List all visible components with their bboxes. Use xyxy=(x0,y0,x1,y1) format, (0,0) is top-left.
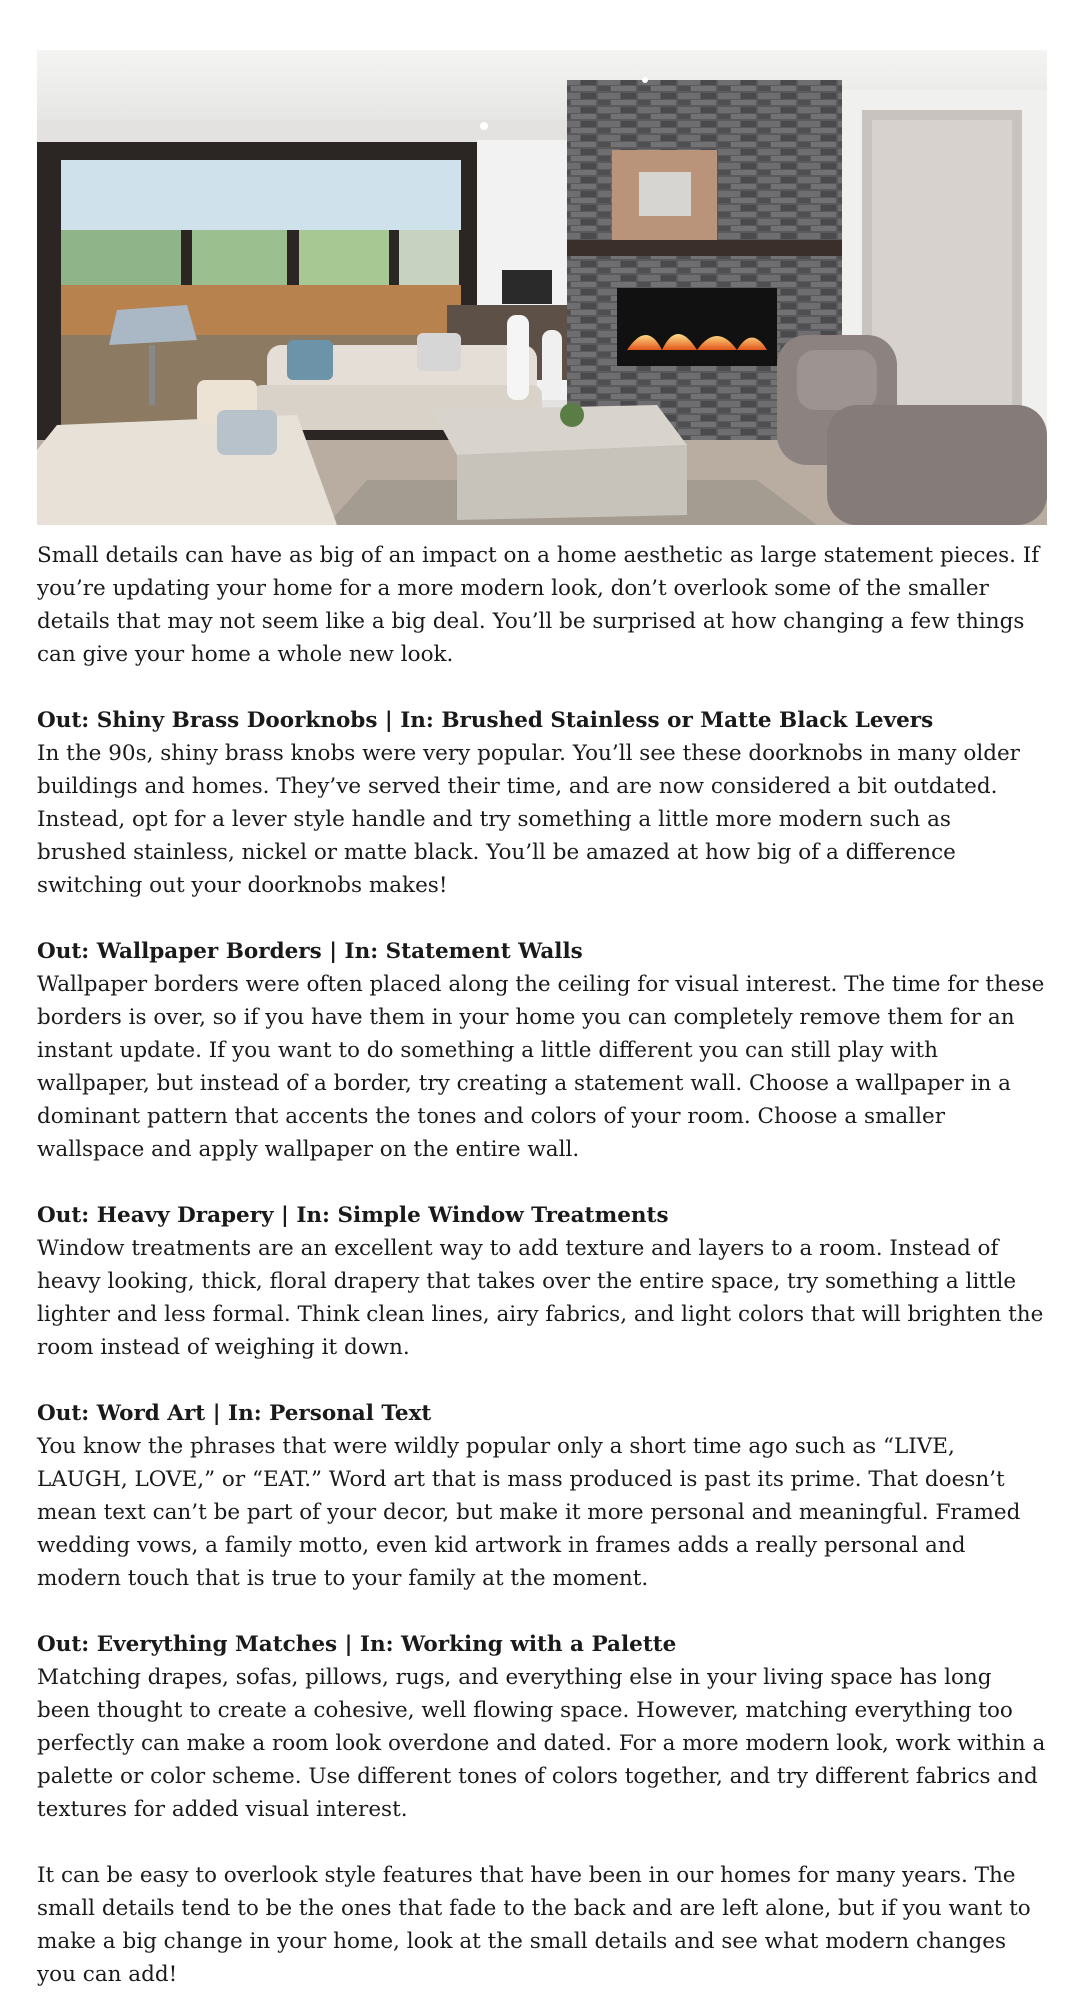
closing-paragraph: It can be easy to overlook style features that have been in our homes for many years. The small details tend to be the ones that fade to the back and are left alone, but if you want to make a big change in your home, look at the small details and see what modern changes you can add! xyxy=(37,1863,1031,1987)
section-body: Wallpaper borders were often placed along the ceiling for visual interest. The time for these borders is over, so if you have them in your home you can completely remove them for an instant update. If you want to do something a little different you can still play with wallpaper, but instead of a border, try creating a statement wall. Choose a wallpaper in a dominant pattern that accents the tones and colors of your room. Choose a smaller wallspace and apply wallpaper on the entire wall. xyxy=(37,972,1045,1162)
section-body: Matching drapes, sofas, pillows, rugs, and everything else in your living space has long been thought to create a cohesive, well flowing space. However, matching everything too perfectly can make a room look overdone and dated. For a more modern look, work within a palette or color scheme. Use different tones of colors together, and try different fabrics and textures for added visual interest. xyxy=(37,1665,1046,1822)
section-body: You know the phrases that were wildly popular only a short time ago such as “LIVE, LAUGH, LOVE,” or “EAT.” Word art that is mass produced is past its prime. That doesn’t mean text can’t be part of your decor, but make it more personal and meaningful. Framed wedding vows, a family motto, even kid artwork in frames adds a really personal and modern touch that is true to your family at the moment. xyxy=(37,1434,1021,1591)
article-body xyxy=(37,539,1047,1991)
section-heading: Out: Shiny Brass Doorknobs | In: Brushed Stainless or Matte Black Levers xyxy=(37,708,934,733)
section-heading: Out: Everything Matches | In: Working with a Palette xyxy=(37,1632,677,1657)
intro-paragraph: Small details can have as big of an impact on a home aesthetic as large statement pieces. If you’re updating your home for a more modern look, don’t overlook some of the smaller details that may not seem like a big deal. You’ll be surprised at how changing a few things can give your home a whole new look. xyxy=(37,543,1040,667)
section-palette xyxy=(37,1628,1047,1826)
section-body: Window treatments are an excellent way to add texture and layers to a room. Instead of heavy looking, thick, floral drapery that takes over the entire space, try something a little lighter and less formal. Think clean lines, airy fabrics, and light colors that will brighten the room instead of weighing it down. xyxy=(37,1236,1044,1360)
section-heading: Out: Wallpaper Borders | In: Statement Walls xyxy=(37,939,583,964)
section-word-art xyxy=(37,1397,1047,1595)
section-heading: Out: Word Art | In: Personal Text xyxy=(37,1401,432,1426)
section-wallpaper xyxy=(37,935,1047,1166)
section-doorknobs xyxy=(37,704,1047,902)
section-drapery xyxy=(37,1199,1047,1364)
living-room-photo xyxy=(37,50,1047,525)
section-heading: Out: Heavy Drapery | In: Simple Window Treatments xyxy=(37,1203,669,1228)
section-body: In the 90s, shiny brass knobs were very popular. You’ll see these doorknobs in many older buildings and homes. They’ve served their time, and are now considered a bit outdated. Instead, opt for a lever style handle and try something a little more modern such as brushed stainless, nickel or matte black. You’ll be amazed at how big of a difference switching out your doorknobs makes! xyxy=(37,741,1020,898)
article xyxy=(37,50,1047,1991)
